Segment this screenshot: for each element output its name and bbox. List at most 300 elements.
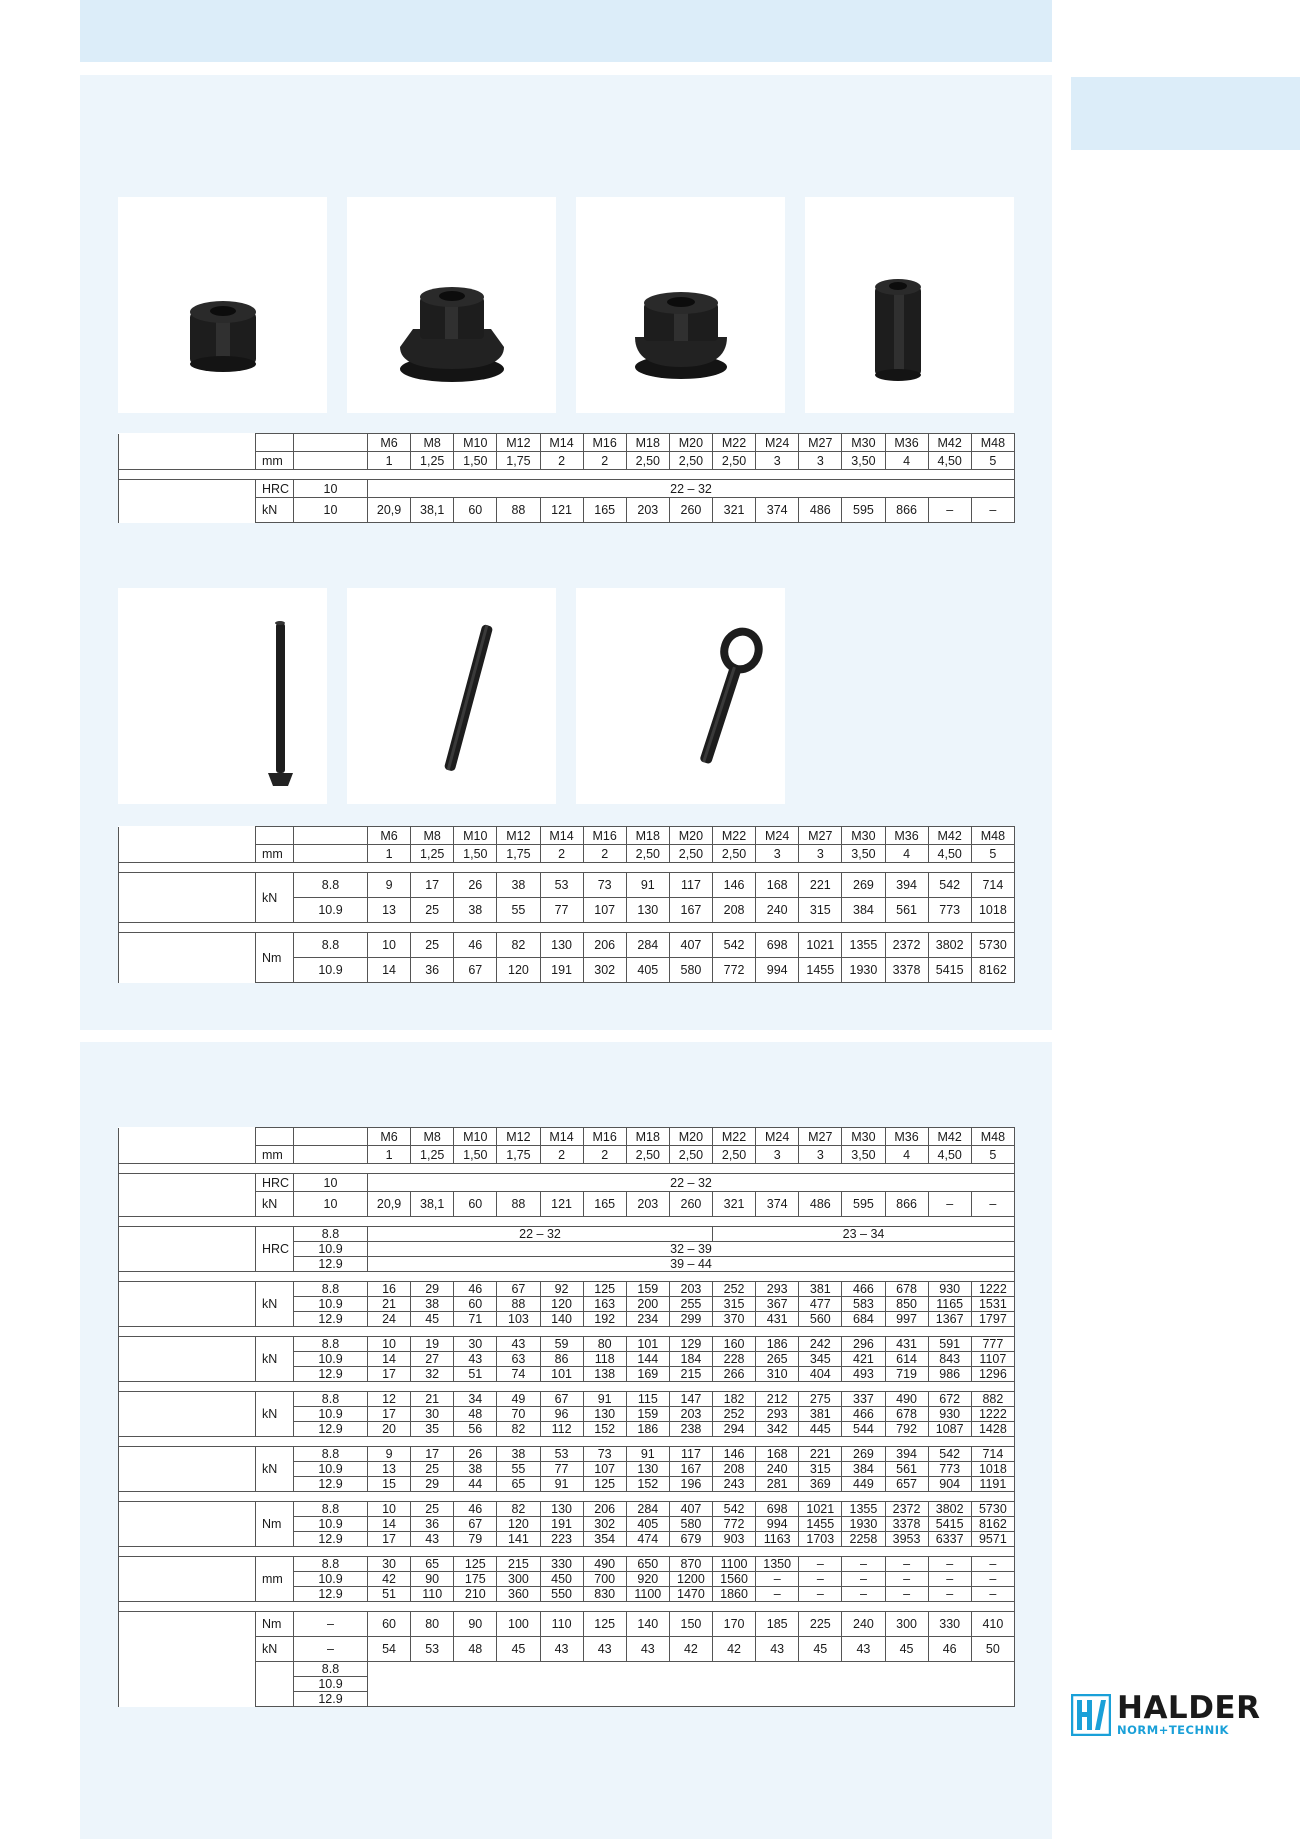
value-cell: 35 <box>411 1422 454 1437</box>
value-cell: 92 <box>540 1282 583 1297</box>
value-cell: – <box>928 1587 971 1602</box>
value-cell: 2258 <box>842 1532 885 1547</box>
value-cell: 997 <box>885 1312 928 1327</box>
value-cell: 101 <box>540 1367 583 1382</box>
logo-tagline: NORM+TECHNIK <box>1117 1723 1229 1738</box>
value-cell: 221 <box>799 1447 842 1462</box>
value-cell: 1703 <box>799 1532 842 1547</box>
value-cell: 275 <box>799 1392 842 1407</box>
value-cell: 159 <box>626 1407 669 1422</box>
value-cell: 903 <box>713 1532 756 1547</box>
grade-cell: 10.9 <box>294 1297 368 1312</box>
value-cell: 91 <box>540 1477 583 1492</box>
value-cell: 101 <box>626 1337 669 1352</box>
value-cell: 493 <box>842 1367 885 1382</box>
value-cell: 103 <box>497 1312 540 1327</box>
grade-row-129: 12.9 <box>119 1692 1015 1707</box>
value-cell: 300 <box>497 1572 540 1587</box>
value-cell: 65 <box>497 1477 540 1492</box>
value-cell: 46 <box>454 1502 497 1517</box>
grade-row-109: 10.9 <box>119 1677 1015 1692</box>
value-cell: 773 <box>928 1462 971 1477</box>
value-cell: 67 <box>540 1392 583 1407</box>
value-cell: 38 <box>411 1297 454 1312</box>
load-single-row: kN – 54 53 48 45 43 43 43 42 42 43 45 43 45 46 50 <box>119 1637 1015 1662</box>
value-cell: 120 <box>497 1517 540 1532</box>
value-cell: 129 <box>669 1337 712 1352</box>
value-cell: – <box>756 1572 799 1587</box>
value-cell: 146 <box>713 1447 756 1462</box>
value-cell: 53 <box>540 1447 583 1462</box>
value-cell: – <box>842 1572 885 1587</box>
value-cell: 315 <box>713 1297 756 1312</box>
value-cell: 381 <box>799 1282 842 1297</box>
value-cell: 490 <box>885 1392 928 1407</box>
value-cell: – <box>885 1572 928 1587</box>
value-cell: 792 <box>885 1422 928 1437</box>
value-cell: 1560 <box>713 1572 756 1587</box>
value-cell: 242 <box>799 1337 842 1352</box>
value-cell: 26 <box>454 1447 497 1462</box>
value-cell: 200 <box>626 1297 669 1312</box>
unit-label: kN <box>256 1447 294 1492</box>
value-cell: 38 <box>497 1447 540 1462</box>
value-cell: 167 <box>669 1462 712 1477</box>
value-cell: 191 <box>540 1517 583 1532</box>
halder-logo <box>1071 1691 1260 1739</box>
value-cell: 147 <box>669 1392 712 1407</box>
value-cell: 986 <box>928 1367 971 1382</box>
value-cell: – <box>971 1572 1014 1587</box>
value-cell: 421 <box>842 1352 885 1367</box>
value-cell: 431 <box>885 1337 928 1352</box>
size-header-row: M6 M8 M10 M12 M14 M16 M18 M20 M22 M24 M27 M30 M36 M42 M48 <box>119 827 1015 845</box>
value-cell: 46 <box>454 1282 497 1297</box>
halder-logo-icon <box>1071 1694 1111 1736</box>
size-cell: M12 <box>497 434 540 452</box>
value-cell: 10 <box>368 1502 411 1517</box>
value-cell: 118 <box>583 1352 626 1367</box>
size-cell: M27 <box>799 434 842 452</box>
value-cell: 1222 <box>971 1407 1014 1422</box>
value-cell: 38 <box>454 1462 497 1477</box>
value-cell: 51 <box>368 1587 411 1602</box>
value-cell: 850 <box>885 1297 928 1312</box>
value-cell: 405 <box>626 1517 669 1532</box>
value-cell: 71 <box>454 1312 497 1327</box>
value-cell: 330 <box>540 1557 583 1572</box>
grade-cell: 8.8 <box>294 1502 368 1517</box>
value-cell: 228 <box>713 1352 756 1367</box>
pitch-row: mm 1 1,25 1,50 1,75 2 2 2,50 2,50 2,50 3 3 3,50 4 4,50 5 <box>119 845 1015 863</box>
value-cell: 1350 <box>756 1557 799 1572</box>
value-cell: 994 <box>756 1517 799 1532</box>
value-cell: 1296 <box>971 1367 1014 1382</box>
value-cell: 293 <box>756 1282 799 1297</box>
value-cell: 70 <box>497 1407 540 1422</box>
value-cell: 184 <box>669 1352 712 1367</box>
value-cell: 920 <box>626 1572 669 1587</box>
value-cell: – <box>842 1557 885 1572</box>
value-cell: 1163 <box>756 1532 799 1547</box>
value-cell: 160 <box>713 1337 756 1352</box>
value-cell: 678 <box>885 1282 928 1297</box>
value-cell: 870 <box>669 1557 712 1572</box>
value-cell: 14 <box>368 1352 411 1367</box>
value-cell: 1930 <box>842 1517 885 1532</box>
value-cell: 1470 <box>669 1587 712 1602</box>
value-cell: 77 <box>540 1462 583 1477</box>
value-cell: – <box>885 1587 928 1602</box>
value-cell: 614 <box>885 1352 928 1367</box>
value-cell: 29 <box>411 1282 454 1297</box>
value-cell: – <box>799 1587 842 1602</box>
value-cell: 10 <box>368 1337 411 1352</box>
value-cell: 120 <box>540 1297 583 1312</box>
value-cell: 296 <box>842 1337 885 1352</box>
value-cell: 1165 <box>928 1297 971 1312</box>
value-cell: 21 <box>411 1392 454 1407</box>
hardness-row: HRC 10 22 – 32 <box>119 1174 1015 1192</box>
value-cell: 337 <box>842 1392 885 1407</box>
value-block-row <box>119 1447 1015 1462</box>
value-cell: 65 <box>411 1557 454 1572</box>
value-cell: 186 <box>756 1337 799 1352</box>
spherical-collar-nut-photo <box>576 197 785 413</box>
value-cell: 117 <box>669 1447 712 1462</box>
value-cell: 431 <box>756 1312 799 1327</box>
value-cell: 252 <box>713 1407 756 1422</box>
value-cell: 466 <box>842 1407 885 1422</box>
value-cell: 234 <box>626 1312 669 1327</box>
value-cell: 27 <box>411 1352 454 1367</box>
value-cell: 159 <box>626 1282 669 1297</box>
pitch-row: mm 1 1,25 1,50 1,75 2 2 2,50 2,50 2,50 3 3 3,50 4 4,50 5 <box>119 1146 1015 1164</box>
value-cell: 60 <box>454 1297 497 1312</box>
grade-cell: 10.9 <box>294 1462 368 1477</box>
value-cell: 3802 <box>928 1502 971 1517</box>
value-cell: 354 <box>583 1532 626 1547</box>
value-cell: 36 <box>411 1517 454 1532</box>
unit-label: mm <box>256 1557 294 1602</box>
value-cell: 8162 <box>971 1517 1014 1532</box>
value-cell: 882 <box>971 1392 1014 1407</box>
value-cell: 678 <box>885 1407 928 1422</box>
value-cell: 30 <box>411 1407 454 1422</box>
size-cell: M20 <box>669 434 712 452</box>
size-cell: M8 <box>411 434 454 452</box>
value-cell: 698 <box>756 1502 799 1517</box>
value-cell: 208 <box>713 1462 756 1477</box>
torque-row-88: Nm 8.8 10 25 46 82 130 206 284 407 542 698 1021 1355 2372 3802 5730 <box>119 933 1015 958</box>
grade-hardness-row-88: HRC 8.8 22 – 32 23 – 34 <box>119 1227 1015 1242</box>
value-cell: 266 <box>713 1367 756 1382</box>
value-cell: 74 <box>497 1367 540 1382</box>
value-cell: 91 <box>626 1447 669 1462</box>
hex-nut-photo <box>118 197 327 413</box>
value-cell: 6337 <box>928 1532 971 1547</box>
value-cell: 215 <box>669 1367 712 1382</box>
value-cell: 1021 <box>799 1502 842 1517</box>
value-cell: 243 <box>713 1477 756 1492</box>
grade-cell: 12.9 <box>294 1312 368 1327</box>
value-cell: 169 <box>626 1367 669 1382</box>
value-cell: 1100 <box>626 1587 669 1602</box>
value-cell: 1455 <box>799 1517 842 1532</box>
value-cell: – <box>928 1572 971 1587</box>
hardness-row: HRC 10 22 – 32 <box>119 480 1015 498</box>
grade-cell: 8.8 <box>294 1447 368 1462</box>
value-cell: 240 <box>756 1462 799 1477</box>
value-cell: 544 <box>842 1422 885 1437</box>
value-cell: 1860 <box>713 1587 756 1602</box>
torque-row-109: 10.9 14 36 67 120 191 302 405 580 772 994 1455 1930 3378 5415 8162 <box>119 958 1015 983</box>
value-cell: 315 <box>799 1462 842 1477</box>
value-cell: 9 <box>368 1447 411 1462</box>
value-cell: 384 <box>842 1462 885 1477</box>
grade-cell: 12.9 <box>294 1367 368 1382</box>
value-cell: 1107 <box>971 1352 1014 1367</box>
value-cell: 265 <box>756 1352 799 1367</box>
value-cell: 583 <box>842 1297 885 1312</box>
value-cell: 32 <box>411 1367 454 1382</box>
grade-cell: 12.9 <box>294 1532 368 1547</box>
value-cell: 17 <box>368 1532 411 1547</box>
bolts-spec-table <box>118 826 1015 983</box>
eye-bolt-photo <box>576 588 785 804</box>
value-cell: 700 <box>583 1572 626 1587</box>
value-cell: 714 <box>971 1447 1014 1462</box>
value-cell: – <box>799 1572 842 1587</box>
load-row-109: 10.9 13 25 38 55 77 107 130 167 208 240 315 384 561 773 1018 <box>119 898 1015 923</box>
value-cell: – <box>971 1557 1014 1572</box>
value-cell: 360 <box>497 1587 540 1602</box>
value-cell: 450 <box>540 1572 583 1587</box>
value-cell: 30 <box>454 1337 497 1352</box>
value-cell: 67 <box>454 1517 497 1532</box>
value-cell: 5730 <box>971 1502 1014 1517</box>
unit-label: mm <box>256 452 294 470</box>
value-cell: 212 <box>756 1392 799 1407</box>
value-block-row <box>119 1392 1015 1407</box>
value-cell: 30 <box>368 1557 411 1572</box>
grade-cell: 10.9 <box>294 1352 368 1367</box>
value-cell: 17 <box>411 1447 454 1462</box>
size-cell: M24 <box>756 434 799 452</box>
value-cell: 1200 <box>669 1572 712 1587</box>
value-cell: – <box>756 1587 799 1602</box>
unit-label: kN <box>256 1392 294 1437</box>
value-cell: 1797 <box>971 1312 1014 1327</box>
value-cell: 29 <box>411 1477 454 1492</box>
grade-row-88: 8.8 <box>119 1662 1015 1677</box>
grade-cell: 10.9 <box>294 1572 368 1587</box>
grade-cell: 12.9 <box>294 1477 368 1492</box>
value-cell: 445 <box>799 1422 842 1437</box>
value-cell: 679 <box>669 1532 712 1547</box>
value-cell: 17 <box>368 1367 411 1382</box>
value-cell: 215 <box>497 1557 540 1572</box>
value-cell: 477 <box>799 1297 842 1312</box>
flange-nut-photo <box>347 197 556 413</box>
value-cell: 25 <box>411 1462 454 1477</box>
value-cell: 281 <box>756 1477 799 1492</box>
value-cell: 284 <box>626 1502 669 1517</box>
value-cell: 777 <box>971 1337 1014 1352</box>
grade-cell: 10.9 <box>294 1407 368 1422</box>
value-block-row <box>119 1337 1015 1352</box>
value-cell: 67 <box>497 1282 540 1297</box>
value-cell: 88 <box>497 1297 540 1312</box>
grade-cell: 10.9 <box>294 1517 368 1532</box>
value-cell: 15 <box>368 1477 411 1492</box>
value-cell: 16 <box>368 1282 411 1297</box>
value-cell: 107 <box>583 1462 626 1477</box>
unit-label: Nm <box>256 1502 294 1547</box>
value-cell: 203 <box>669 1407 712 1422</box>
value-cell: 2372 <box>885 1502 928 1517</box>
value-cell: 1087 <box>928 1422 971 1437</box>
grade-cell: 12.9 <box>294 1587 368 1602</box>
value-cell: 144 <box>626 1352 669 1367</box>
size-cell: M16 <box>583 434 626 452</box>
stud-bolt-photo <box>347 588 556 804</box>
value-cell: 43 <box>454 1352 497 1367</box>
value-cell: 90 <box>411 1572 454 1587</box>
size-cell: M42 <box>928 434 971 452</box>
value-cell: 542 <box>713 1502 756 1517</box>
value-cell: 86 <box>540 1352 583 1367</box>
size-cell: M6 <box>368 434 411 452</box>
value-cell: 59 <box>540 1337 583 1352</box>
value-cell: 12 <box>368 1392 411 1407</box>
value-cell: 370 <box>713 1312 756 1327</box>
grade-hardness-row-129: 12.9 39 – 44 <box>119 1257 1015 1272</box>
value-cell: 650 <box>626 1557 669 1572</box>
value-cell: 1531 <box>971 1297 1014 1312</box>
value-cell: 49 <box>497 1392 540 1407</box>
size-cell: M48 <box>971 434 1014 452</box>
value-cell: 474 <box>626 1532 669 1547</box>
value-cell: 404 <box>799 1367 842 1382</box>
unit-label: kN <box>256 1337 294 1382</box>
side-tab-box <box>1071 77 1300 150</box>
value-cell: 490 <box>583 1557 626 1572</box>
grade-cell: 8.8 <box>294 1557 368 1572</box>
value-cell: 79 <box>454 1532 497 1547</box>
value-cell: 43 <box>497 1337 540 1352</box>
size-cell: M18 <box>626 434 669 452</box>
value-cell: 904 <box>928 1477 971 1492</box>
value-cell: 5415 <box>928 1517 971 1532</box>
value-cell: 175 <box>454 1572 497 1587</box>
pitch-row: mm 1 1,25 1,50 1,75 2 2 2,50 2,50 2,50 3 3 3,50 4 4,50 5 <box>119 452 1015 470</box>
header-band <box>80 0 1052 62</box>
value-cell: 73 <box>583 1447 626 1462</box>
load-row: kN 10 20,9 38,1 60 88 121 165 203 260 321 374 486 595 866 – – <box>119 498 1015 523</box>
value-cell: 369 <box>799 1477 842 1492</box>
unit-label: kN <box>256 1282 294 1327</box>
value-cell: 843 <box>928 1352 971 1367</box>
value-cell: 125 <box>583 1477 626 1492</box>
value-cell: 13 <box>368 1462 411 1477</box>
grade-cell: 8.8 <box>294 1337 368 1352</box>
value-cell: 152 <box>583 1422 626 1437</box>
value-cell: 56 <box>454 1422 497 1437</box>
value-cell: 25 <box>411 1502 454 1517</box>
value-cell: 196 <box>669 1477 712 1492</box>
value-cell: 269 <box>842 1447 885 1462</box>
value-cell: 772 <box>713 1517 756 1532</box>
t-bolt-photo <box>118 588 327 804</box>
value-cell: 1367 <box>928 1312 971 1327</box>
value-cell: 345 <box>799 1352 842 1367</box>
value-cell: 24 <box>368 1312 411 1327</box>
torque-single-row: Nm – 60 80 90 100 110 125 140 150 170 185 225 240 300 330 410 <box>119 1612 1015 1637</box>
value-cell: 255 <box>669 1297 712 1312</box>
value-block-row <box>119 1282 1015 1297</box>
value-cell: 657 <box>885 1477 928 1492</box>
value-cell: 367 <box>756 1297 799 1312</box>
value-cell: 302 <box>583 1517 626 1532</box>
value-cell: 293 <box>756 1407 799 1422</box>
value-cell: 125 <box>583 1282 626 1297</box>
load-row: kN 10 20,9 38,1 60 88 121 165 203 260 321 374 486 595 866 – – <box>119 1192 1015 1217</box>
value-cell: 591 <box>928 1337 971 1352</box>
size-cell: M30 <box>842 434 885 452</box>
size-cell: M10 <box>454 434 497 452</box>
value-cell: 560 <box>799 1312 842 1327</box>
value-cell: 542 <box>928 1447 971 1462</box>
value-cell: – <box>842 1587 885 1602</box>
value-cell: 130 <box>626 1462 669 1477</box>
value-cell: 80 <box>583 1337 626 1352</box>
grade-cell: 8.8 <box>294 1282 368 1297</box>
value-cell: – <box>928 1557 971 1572</box>
value-cell: 238 <box>669 1422 712 1437</box>
nuts-spec-table <box>118 433 1015 523</box>
value-cell: 310 <box>756 1367 799 1382</box>
value-cell: – <box>885 1557 928 1572</box>
value-cell: 206 <box>583 1502 626 1517</box>
value-cell: 930 <box>928 1282 971 1297</box>
coupling-nut-photo <box>805 197 1014 413</box>
value-cell: 55 <box>497 1462 540 1477</box>
value-cell: 14 <box>368 1517 411 1532</box>
value-cell: 112 <box>540 1422 583 1437</box>
value-cell: 130 <box>540 1502 583 1517</box>
value-block-row <box>119 1557 1015 1572</box>
value-cell: 394 <box>885 1447 928 1462</box>
value-cell: 19 <box>411 1337 454 1352</box>
value-cell: 110 <box>411 1587 454 1602</box>
value-cell: 672 <box>928 1392 971 1407</box>
size-cell: M14 <box>540 434 583 452</box>
value-cell: 299 <box>669 1312 712 1327</box>
value-cell: – <box>799 1557 842 1572</box>
value-cell: 203 <box>669 1282 712 1297</box>
value-cell: 17 <box>368 1407 411 1422</box>
value-cell: 192 <box>583 1312 626 1327</box>
value-cell: 223 <box>540 1532 583 1547</box>
grade-cell: 12.9 <box>294 1422 368 1437</box>
value-cell: 1191 <box>971 1477 1014 1492</box>
size-cell: M36 <box>885 434 928 452</box>
value-cell: 34 <box>454 1392 497 1407</box>
value-cell: 561 <box>885 1462 928 1477</box>
value-cell: 830 <box>583 1587 626 1602</box>
value-cell: 449 <box>842 1477 885 1492</box>
